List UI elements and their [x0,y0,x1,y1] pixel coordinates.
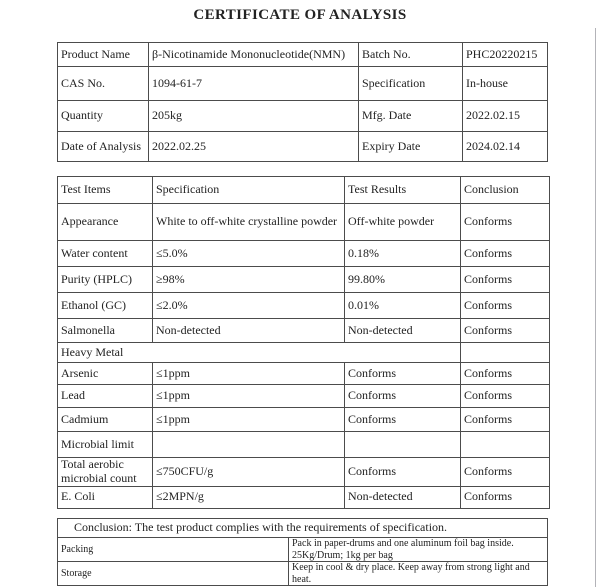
test-results-table [57,176,550,509]
test-item: Salmonella [58,319,153,343]
table-header-row [58,177,550,204]
test-conclusion: Conforms [461,267,550,293]
test-spec: Non-detected [153,319,345,343]
test-item: Lead [58,385,153,408]
test-item: Water content [58,241,153,267]
col-header-test-items: Test Items [58,177,153,204]
test-item: Arsenic [58,363,153,385]
conclusion-statement: Conclusion: The test product complies with the requirements of specification. [58,519,548,538]
test-result: Conforms [345,408,461,432]
specification-value: In-house [463,67,548,101]
test-spec: White to off-white crystalline powder [153,204,345,241]
test-result: Non-detected [345,486,461,508]
storage-value: Keep in cool & dry place. Keep away from strong light and heat. [289,562,548,586]
table-row [58,67,548,101]
test-conclusion: Conforms [461,293,550,319]
table-row [58,486,550,508]
packing-value: Pack in paper-drums and one aluminum foil bag inside. 25Kg/Drum; 1kg per bag [289,538,548,562]
test-result: Non-detected [345,319,461,343]
test-result: Conforms [345,385,461,408]
batch-no-label: Batch No. [359,43,463,67]
test-spec: ≤1ppm [153,363,345,385]
table-section-row [58,343,550,363]
test-conclusion: Conforms [461,486,550,508]
test-spec: ≤1ppm [153,408,345,432]
test-spec: ≤2MPN/g [153,486,345,508]
test-result: Conforms [345,363,461,385]
test-conclusion: Conforms [461,408,550,432]
test-conclusion [461,432,550,458]
test-conclusion: Conforms [461,458,550,487]
test-item: Cadmium [58,408,153,432]
quantity-value: 205kg [149,101,359,132]
col-header-conclusion: Conclusion [461,177,550,204]
table-row [58,101,548,132]
packing-label: Packing [58,538,289,562]
test-spec: ≤1ppm [153,385,345,408]
test-item: Purity (HPLC) [58,267,153,293]
test-conclusion: Conforms [461,385,550,408]
mfg-date-value: 2022.02.15 [463,101,548,132]
table-row [58,408,550,432]
test-result: 99.80% [345,267,461,293]
page-title: CERTIFICATE OF ANALYSIS [193,7,407,23]
footer-table [57,518,548,586]
test-spec [153,432,345,458]
scan-page-edge-artifact [595,28,596,587]
test-result: 0.01% [345,293,461,319]
specification-label: Specification [359,67,463,101]
test-result [345,432,461,458]
section-conclusion-empty [461,343,550,363]
table-row [58,538,548,562]
table-row [58,43,548,67]
table-row [58,363,550,385]
section-label-microbial-limit: Microbial limit [58,432,153,458]
table-row [58,241,550,267]
product-info-table [57,42,548,162]
test-spec: ≥98% [153,267,345,293]
test-item: Ethanol (GC) [58,293,153,319]
quantity-label: Quantity [58,101,149,132]
test-item: Appearance [58,204,153,241]
test-result: Off-white powder [345,204,461,241]
expiry-date-value: 2024.02.14 [463,132,548,162]
table-row [58,458,550,487]
table-row [58,267,550,293]
mfg-date-label: Mfg. Date [359,101,463,132]
col-header-test-results: Test Results [345,177,461,204]
batch-no-value: PHC20220215 [463,43,548,67]
analysis-date-value: 2022.02.25 [149,132,359,162]
test-spec: ≤750CFU/g [153,458,345,487]
product-name-label: Product Name [58,43,149,67]
table-section-row [58,432,550,458]
test-conclusion: Conforms [461,204,550,241]
table-row [58,132,548,162]
table-row [58,562,548,586]
expiry-date-label: Expiry Date [359,132,463,162]
storage-label: Storage [58,562,289,586]
product-name-value: β-Nicotinamide Mononucleotide(NMN) [149,43,359,67]
test-result: 0.18% [345,241,461,267]
conclusion-row [58,519,548,538]
test-result: Conforms [345,458,461,487]
section-label-heavy-metal: Heavy Metal [58,343,461,363]
table-row [58,319,550,343]
test-conclusion: Conforms [461,363,550,385]
test-conclusion: Conforms [461,241,550,267]
test-item: E. Coli [58,486,153,508]
analysis-date-label: Date of Analysis [58,132,149,162]
test-item: Total aerobic microbial count [58,458,153,487]
test-conclusion: Conforms [461,319,550,343]
cas-no-value: 1094-61-7 [149,67,359,101]
table-row [58,293,550,319]
col-header-specification: Specification [153,177,345,204]
cas-no-label: CAS No. [58,67,149,101]
table-row [58,385,550,408]
test-spec: ≤2.0% [153,293,345,319]
table-row [58,204,550,241]
test-spec: ≤5.0% [153,241,345,267]
